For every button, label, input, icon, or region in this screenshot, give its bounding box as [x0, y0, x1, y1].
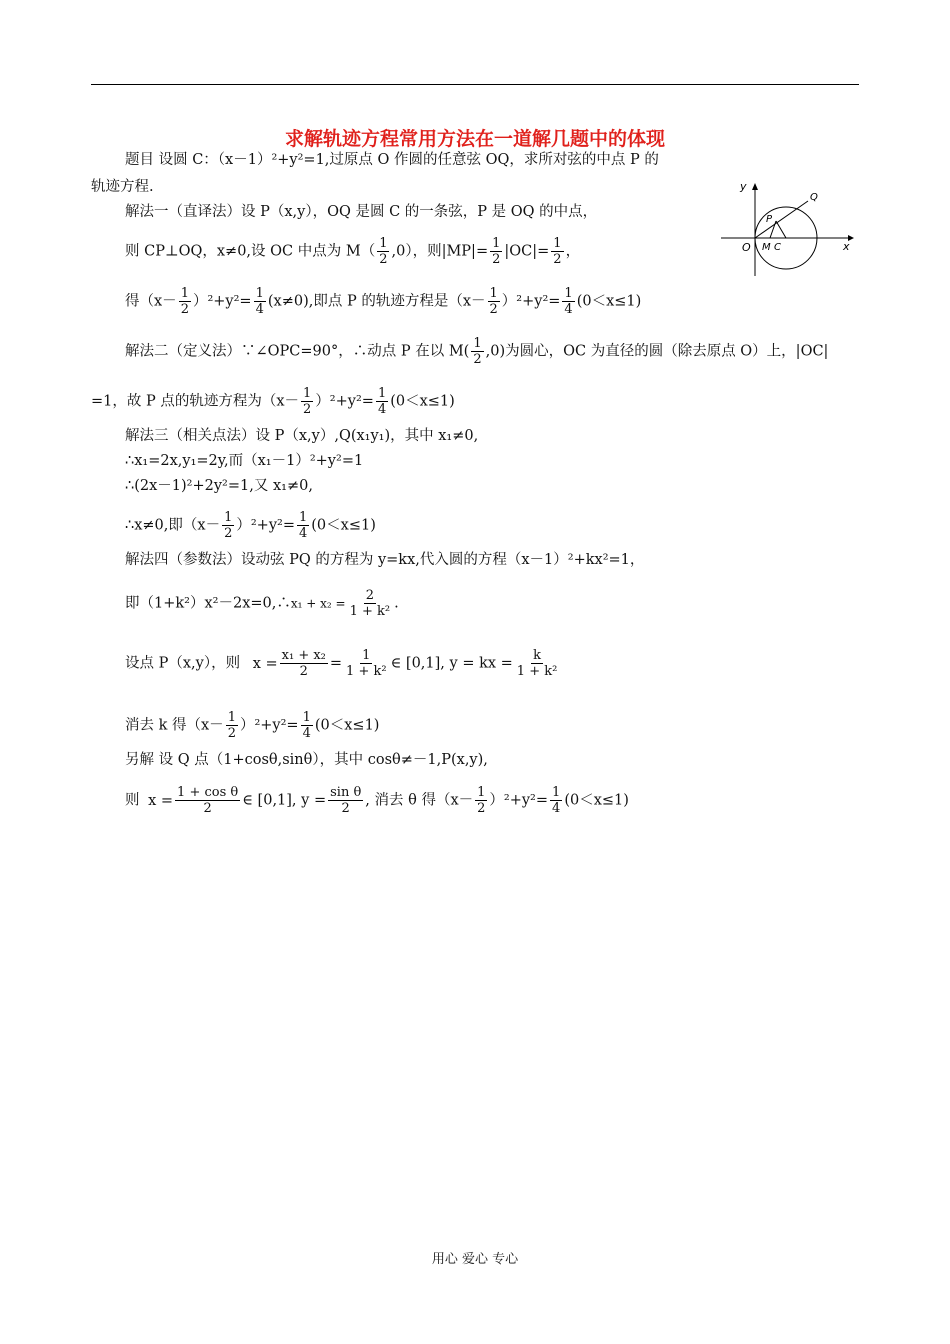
method4-line-3: 设点 P（x,y），则 x = $\frac{\text{x₁ + x₂}}{2}$ = $\frac{1}{\text{1 + k²}}$ ∈ [0,1], y = kx = $\frac{k}{\text{1 + k²}}$	[125, 648, 558, 679]
page-footer: 用心 爱心 专心	[431, 1252, 519, 1267]
fraction: $\frac{1}{2}$	[492, 236, 501, 267]
label-p: P	[766, 214, 773, 225]
method1-line-1: 解法一（直译法）设 P（x,y），OQ 是圆 C 的一条弦，P 是 OQ 的中点，	[125, 204, 598, 220]
alt-line-1: 另解 设 Q 点（1+cosθ,sinθ），其中 cosθ≠－1,P(x,y),	[125, 752, 488, 768]
page-title: 求解轨迹方程常用方法在一道解几题中的体现	[284, 128, 665, 150]
method3-line-4: ∴x≠0,即（x－ $\frac{1}{2}$ ）²+y²= $\frac{1}{4}$ (0＜x≤1)	[125, 510, 376, 541]
method2-line-1: 解法二（定义法）∵∠OPC=90°，∴动点 P 在以 M( $\frac{1}{2}$ ,0)为圆心，OC 为直径的圆（除去原点 O）上，|OC|	[125, 336, 829, 367]
fraction: $\frac{1}{2}$	[553, 236, 562, 267]
circle-diagram	[718, 178, 860, 278]
fraction: $\frac{1}{2}$	[379, 236, 388, 267]
method1-line-2: 则 CP⊥OQ，x≠0,设 OC 中点为 M（ $\frac{1}{2}$ ,0），则|MP|= $\frac{1}{2}$ |OC|= $\frac{1}{2}$ ，	[125, 236, 581, 267]
label-m: M	[762, 242, 771, 253]
header-rule	[91, 84, 859, 85]
method4-line-2: 即（1+k²）x²－2x=0,∴x₁ + x₂ = $\frac{2}{\text{1 + k²}}$ .	[125, 588, 399, 619]
y-axis-arrow-icon	[752, 183, 758, 190]
label-x: x	[843, 240, 850, 253]
segment-cp	[776, 221, 786, 238]
problem-line-2: 轨迹方程.	[91, 179, 154, 195]
method4-line-4: 消去 k 得（x－ $\frac{1}{2}$ ）²+y²= $\frac{1}{4}$ (0＜x≤1)	[125, 710, 380, 741]
label-y: y	[740, 180, 747, 193]
alt-line-2: 则 x = $\frac{\text{1 + cos θ}}{2}$ ∈ [0,1], y = $\frac{\text{sin θ}}{2}$ , 消去 θ 得（x－ $\frac{1}{2}$ ）²+y²= $\frac{1}{4}$ (0＜x≤1)	[125, 785, 629, 816]
chord-oq	[755, 201, 808, 238]
method3-line-2: ∴x₁=2x,y₁=2y,而（x₁－1）²+y²=1	[125, 453, 364, 469]
method3-line-3: ∴(2x－1)²+2y²=1,又 x₁≠0,	[125, 478, 313, 494]
method4-line-1: 解法四（参数法）设动弦 PQ 的方程为 y=kx,代入圆的方程（x－1）²+kx²=1，	[125, 552, 645, 568]
method2-line-2: =1，故 P 点的轨迹方程为（x－ $\frac{1}{2}$ ）²+y²= $\frac{1}{4}$ (0＜x≤1)	[91, 386, 455, 417]
problem-line-1: 题目 设圆 C：（x－1）²+y²=1,过原点 O 作圆的任意弦 OQ，求所对弦的中点 P 的	[125, 152, 659, 168]
method3-line-1: 解法三（相关点法）设 P（x,y）,Q(x₁y₁)，其中 x₁≠0,	[125, 428, 479, 444]
label-q: Q	[810, 192, 818, 203]
label-c: C	[774, 242, 781, 253]
label-o: O	[742, 241, 751, 254]
method1-line-3: 得（x－ $\frac{1}{2}$ ）²+y²= $\frac{1}{4}$ (x≠0),即点 P 的轨迹方程是（x－ $\frac{1}{2}$ ）²+y²= $\frac{1}{4}$ (0＜x≤1)	[125, 286, 642, 317]
